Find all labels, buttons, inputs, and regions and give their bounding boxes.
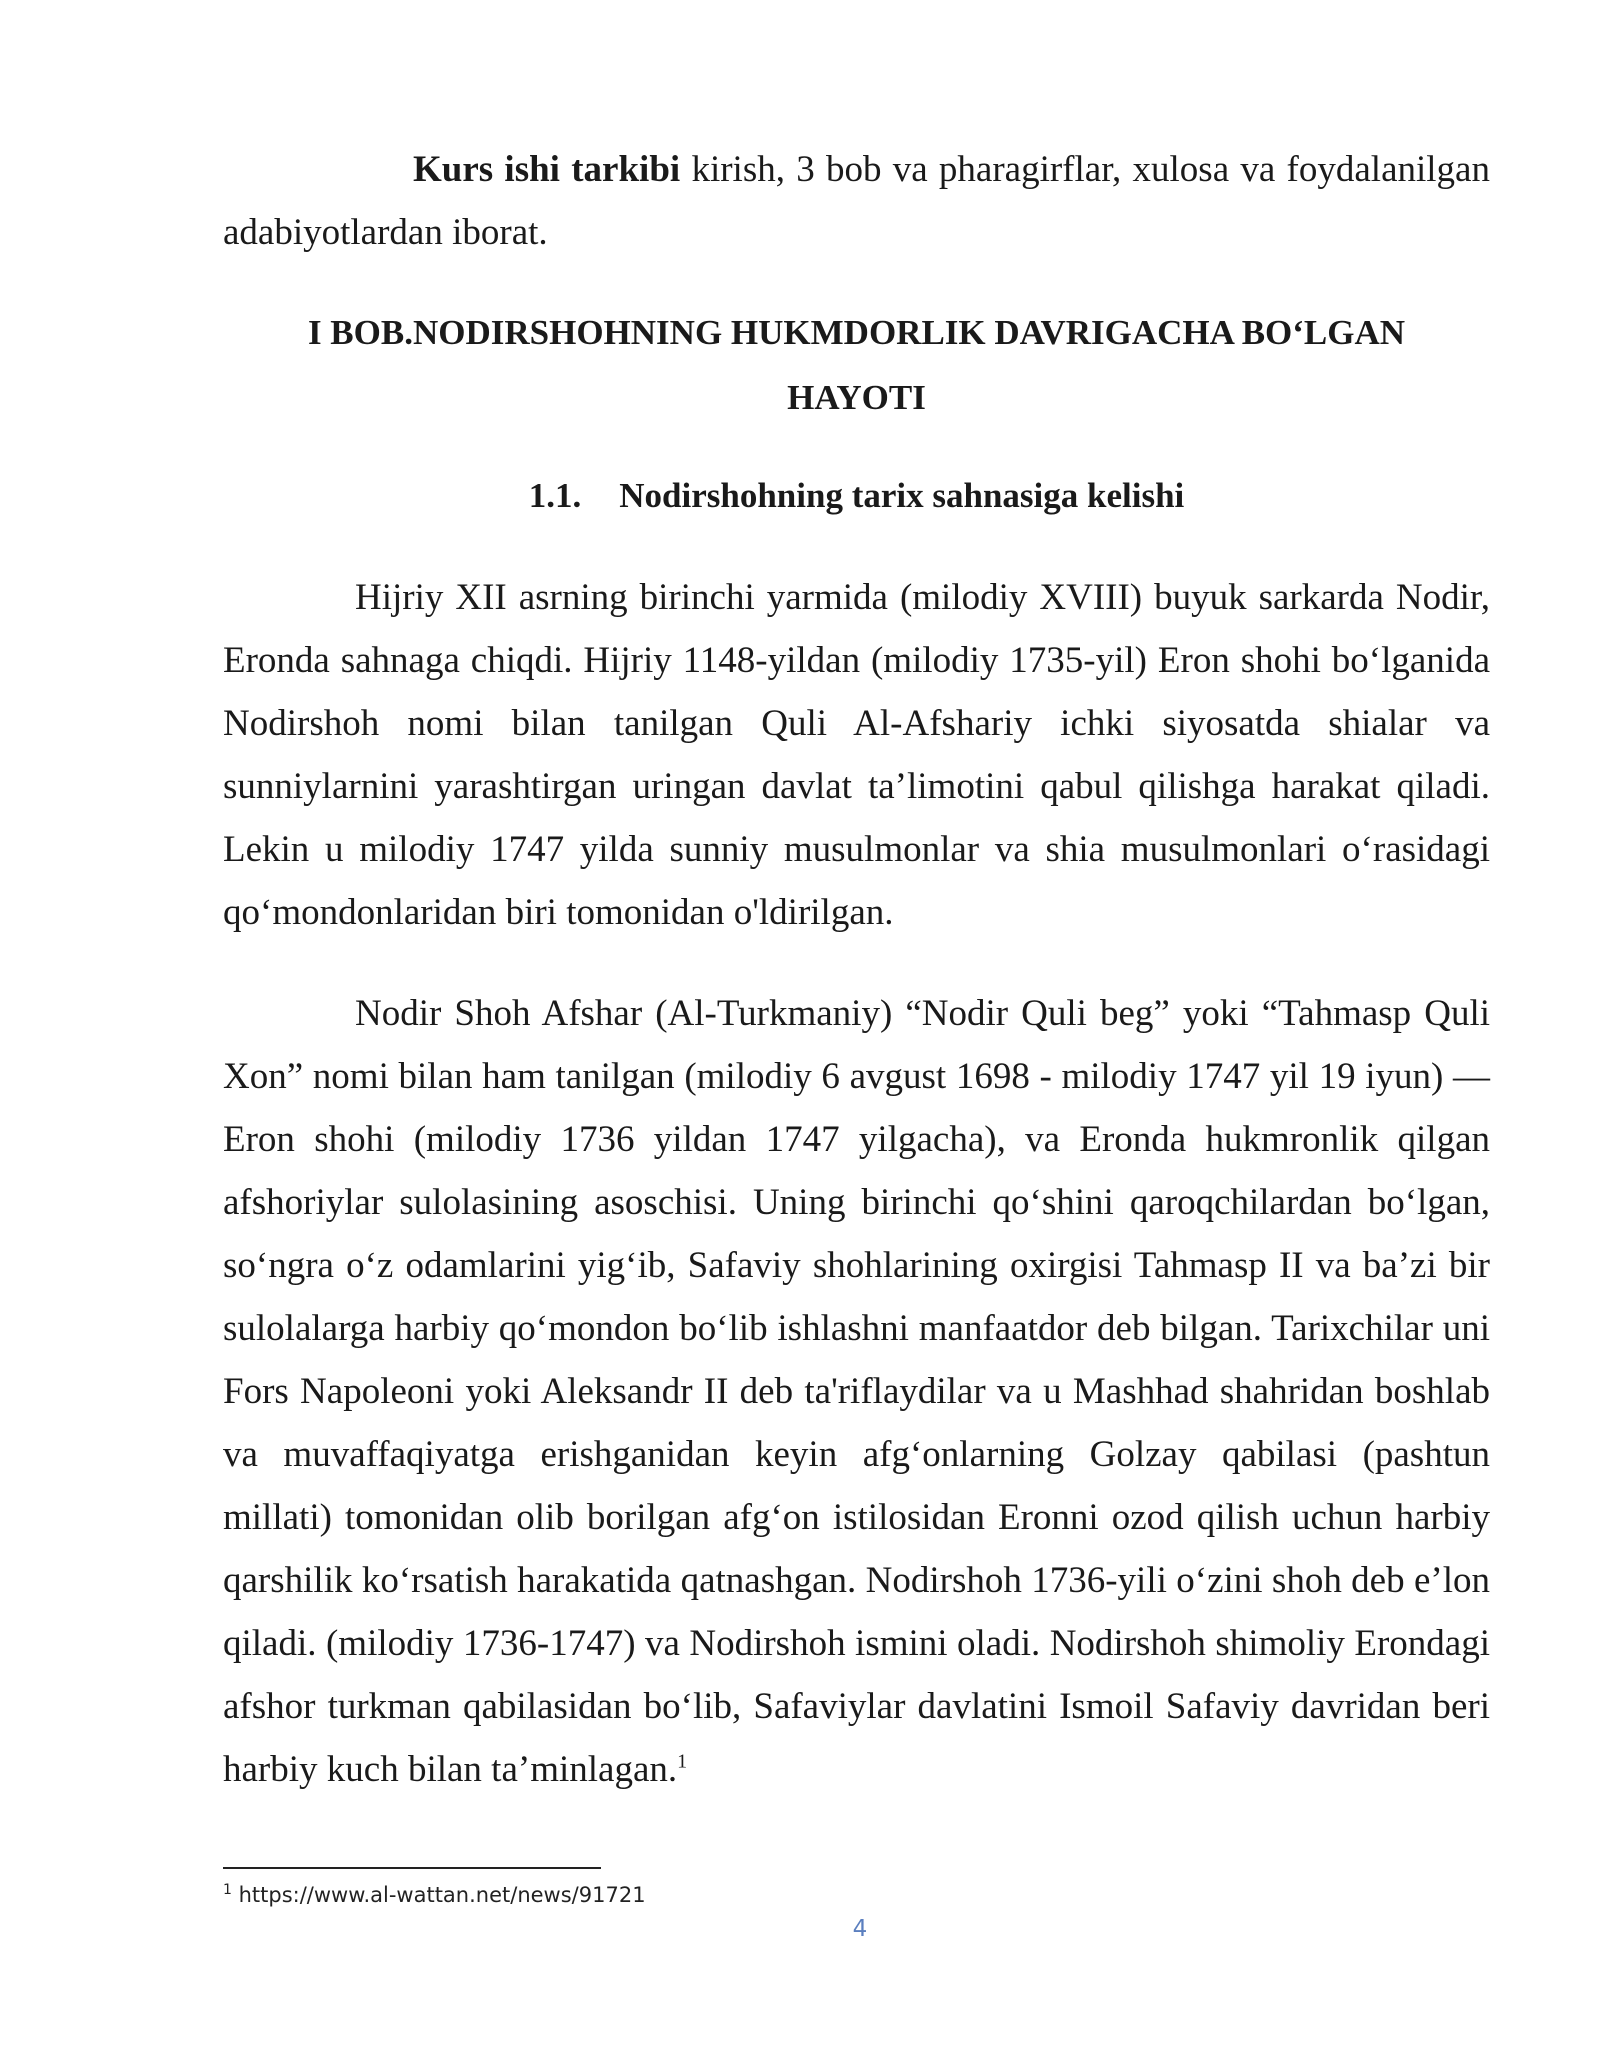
section-title: Nodirshohning tarix sahnasiga kelishi <box>619 476 1185 515</box>
footnote-separator <box>223 1867 601 1869</box>
footnote <box>223 1880 646 1910</box>
footnote-reference[interactable]: 1 <box>677 1750 688 1773</box>
body-paragraph-2 <box>223 982 1490 1801</box>
body-paragraph-1: Hijriy XII asrning birinchi yarmida (milodiy XVIII) buyuk sarkarda Nodir, Eronda sahnaga chiqdi. Hijriy 1148-yildan (milodiy 1735-yil) Eron shohi bo‘lganida Nodirshoh nomi bilan tanilgan Quli Al-Afshariy ichki siyosatda shialar va sunniylarnini yarashtirgan uringan davlat ta’limotini qabul qilishga harakat qiladi. Lekin u milodiy 1747 yilda sunniy musulmonlar va shia musulmonlari o‘rasidagi qo‘mondonlaridan biri tomonidan o'ldirilgan. <box>223 577 1490 933</box>
section-heading <box>223 468 1490 524</box>
chapter-title-line2: HAYOTI <box>787 378 926 417</box>
chapter-title <box>223 300 1490 430</box>
footnote-link[interactable]: https://www.al-wattan.net/news/91721 <box>231 1883 646 1907</box>
intro-lead-bold: Kurs ishi tarkibi <box>413 149 681 190</box>
footnote-marker: 1 <box>223 1882 232 1898</box>
intro-paragraph <box>223 138 1490 264</box>
page-number: 4 <box>852 1916 868 1942</box>
chapter-title-line1: I BOB.NODIRSHOHNING HUKMDORLIK DAVRIGACHA BO‘LGAN <box>307 313 1406 352</box>
intro-text: kirish, 3 bob va pharagirflar, xulosa va foydalanilgan adabiyotlardan iborat. <box>223 149 1490 253</box>
body-paragraph-2-text: Nodir Shoh Afshar (Al-Turkmaniy) “Nodir Quli beg” yoki “Tahmasp Quli Xon” nomi bilan ham tanilgan (milodiy 6 avgust 1698 - milodiy 1747 yil 19 iyun) — Eron shohi (milodiy 1736 yildan 1747 yilgacha), va Eronda hukmronlik qilgan afshoriylar sulolasining asoschisi. Uning birinchi qo‘shini qaroqchilardan bo‘lgan, so‘ngra o‘z odamlarini yig‘ib, Safaviy shohlarining oxirgisi Tahmasp II va ba’zi bir sulolalarga harbiy qo‘mondon bo‘lib ishlashni manfaatdor deb bilgan. Tarixchilar uni Fors Napoleoni yoki Aleksandr II deb ta'riflaydilar va u Mashhad shahridan boshlab va muvaffaqiyatga erishganidan keyin afg‘onlarning Golzay qabilasi (pashtun millati) tomonidan olib borilgan afg‘on istilosidan Eronni ozod qilish uchun harbiy qarshilik ko‘rsatish harakatida qatnashgan. Nodirshoh 1736-yili o‘zini shoh deb e’lon qiladi. (milodiy 1736-1747) va Nodirshoh ismini oladi. Nodirshoh shimoliy Erondagi afshor turkman qabilasidan bo‘lib, Safaviylar davlatini Ismoil Safaviy davridan beri harbiy kuch bilan ta’minlagan. <box>223 993 1490 1790</box>
section-number: 1.1. <box>528 476 582 515</box>
